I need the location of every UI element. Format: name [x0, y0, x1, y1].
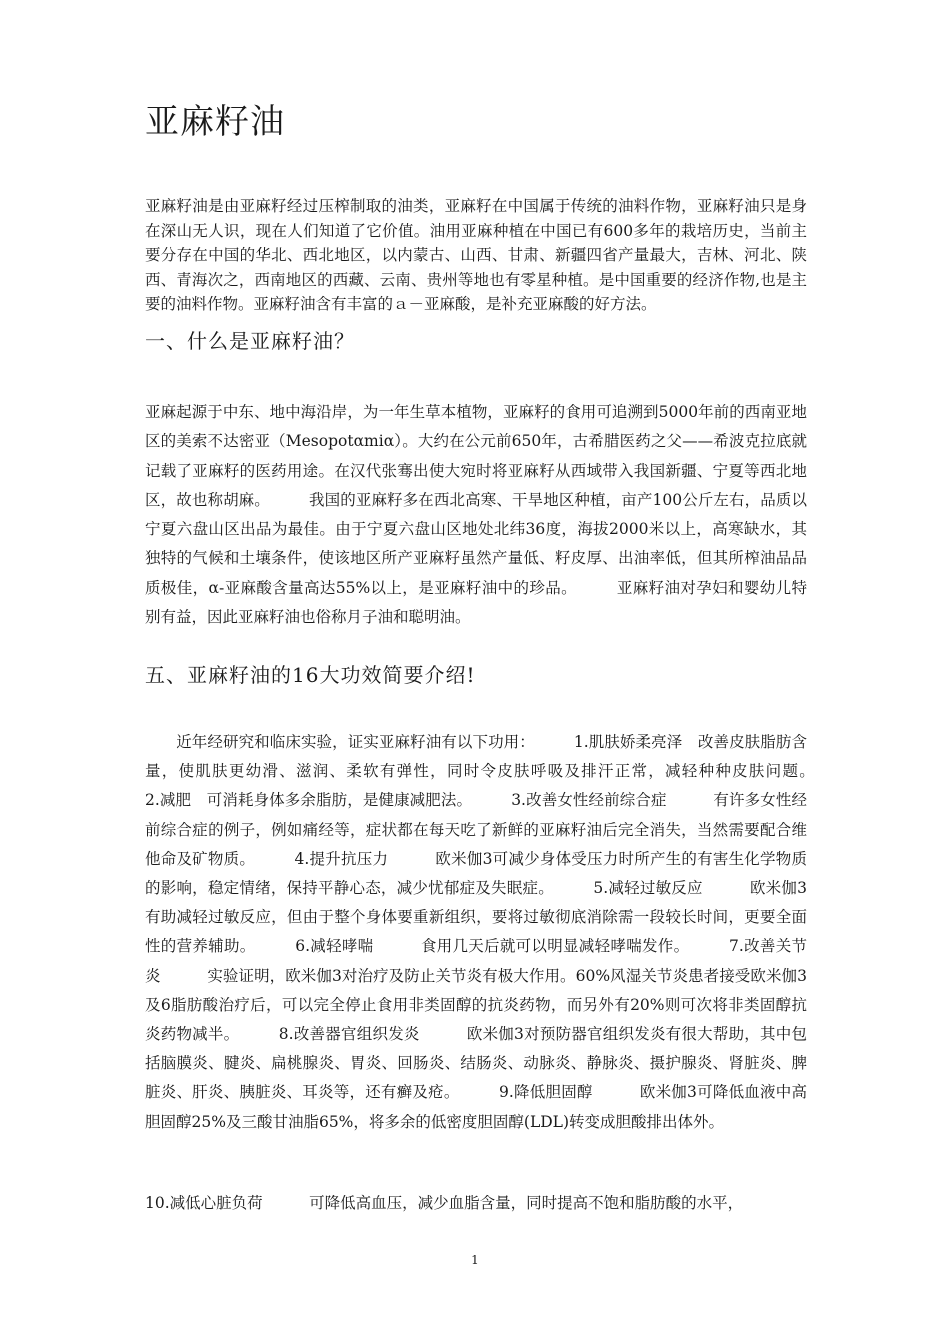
- section-5-paragraph: 近年经研究和临床实验，证实亚麻籽油有以下功用： 1.肌肤娇柔亮泽 改善皮肤脂肪含量，使肌肤更幼滑、滋润、柔软有弹性，同时令皮肤呼吸及排汗正常，减轻种种皮肤问题。 2.减肥 可消耗身体多余脂肪，是健康减肥法。 3.改善女性经前综合症 有许多女性经前综合症的例子，例如痛经等，症状都在每天吃了新鲜的亚麻籽油后完全消失，当然需要配合维他命及矿物质。 4.提升抗压力 欧米伽3可减少身体受压力时所产生的有害生化学物质的影响，稳定情绪，保持平静心态，减少忧郁症及失眠症。 5.减轻过敏反应 欧米伽3有助减轻过敏反应，但由于整个身体要重新组织，要将过敏彻底消除需一段较长时间，更要全面性的营养辅助。 6.减轻哮喘 食用几天后就可以明显减轻哮喘发作。 7.改善关节炎 实验证明，欧米伽3对治疗及防止关节炎有极大作用。60%风湿关节炎患者接受欧米伽3及6脂肪酸治疗后，可以完全停止食用非类固醇的抗炎药物，而另外有20%则可次将非类固醇抗炎药物减半。 8.改善器官组织发炎 欧米伽3对预防器官组织发炎有很大帮助，其中包括脑膜炎、腱炎、扁桃腺炎、胃炎、回肠炎、结肠炎、动脉炎、静脉炎、摄护腺炎、肾脏炎、脾脏炎、肝炎、胰脏炎、耳炎等，还有癣及疮。 9.降低胆固醇 欧米伽3可降低血液中高胆固醇25%及三酸甘油脂65%，将多余的低密度胆固醇(LDL)转变成胆酸排出体外。: [145, 733, 854, 1131]
- section-5-heading: 五、亚麻籽油的16大功效简要介绍!: [145, 663, 476, 687]
- section-1-heading: 一、什么是亚麻籽油？: [145, 329, 355, 353]
- section-1-paragraph: 亚麻起源于中东、地中海沿岸，为一年生草本植物，亚麻籽的食用可追溯到5000年前的西南亚地区的美索不达密亚（Mesopotαmiα）。大约在公元前650年，古希腊医药之父——希波克拉底就记载了亚麻籽的医药用途。在汉代张骞出使大宛时将亚麻籽从西域带入我国新疆、宁夏等西北地区，故也称胡麻。 我国的亚麻籽多在西北高寒、干旱地区种植，亩产100公斤左右，品质以宁夏六盘山区出品为最佳。由于宁夏六盘山区地处北纬36度，海拔2000米以上，高寒缺水，其独特的气候和土壤条件，使该地区所产亚麻籽虽然产量低、籽皮厚、出油率低，但其所榨油品品质极佳，α-亚麻酸含量高达55%以上，是亚麻籽油中的珍品。 亚麻籽油对孕妇和婴幼儿特别有益，因此亚麻籽油也俗称月子油和聪明油。: [145, 403, 807, 627]
- section-5-tail-paragraph: 10.减低心脏负荷 可降低高血压，减少血脂含量，同时提高不饱和脂肪酸的水平，: [145, 1194, 744, 1212]
- intro-paragraph: 亚麻籽油是由亚麻籽经过压榨制取的油类，亚麻籽在中国属于传统的油料作物，亚麻籽油只是身在深山无人识，现在人们知道了它价值。油用亚麻种植在中国已有600多年的栽培历史，当前主要分存在中国的华北、西北地区，以内蒙古、山西、甘肃、新疆四省产量最大，吉林、河北、陕西、青海次之，西南地区的西藏、云南、贵州等地也有零星种植。是中国重要的经济作物,也是主要的油料作物。亚麻籽油含有丰富的ａ－亚麻酸，是补充亚麻酸的好方法。: [145, 197, 807, 314]
- document-title: 亚麻籽油: [145, 102, 285, 142]
- page-number: 1: [471, 1253, 479, 1267]
